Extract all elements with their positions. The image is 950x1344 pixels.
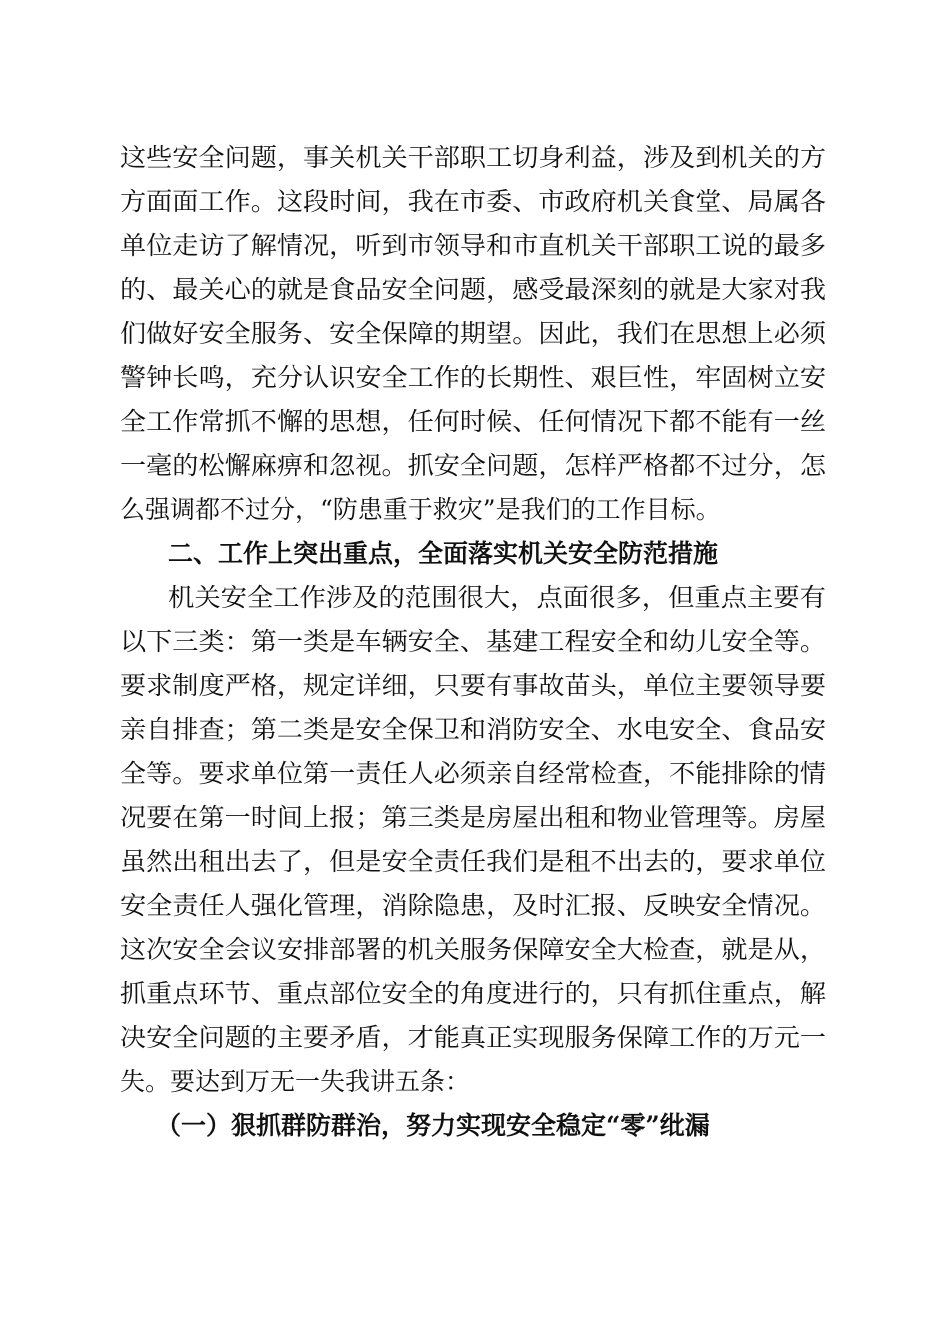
paragraph-line: 的、最关心的就是食品安全问题，感受最深刻的就是大家对我 [120,275,826,304]
paragraph-line: 方面面工作。这段时间，我在市委、市政府机关食堂、局属各 [120,187,826,216]
paragraph-line: 要求制度严格，规定详细，只要有事故苗头，单位主要领导要 [120,671,826,700]
paragraph-line: 况要在第一时间上报；第三类是房屋出租和物业管理等。房屋 [120,803,826,832]
paragraph-line: 失。要达到万无一失我讲五条： [120,1067,471,1096]
paragraph-line: 机关安全工作涉及的范围很大，点面很多，但重点主要有 [168,583,827,612]
paragraph-line: 抓重点环节、重点部位安全的角度进行的，只有抓住重点，解 [120,979,826,1008]
paragraph-line: 全工作常抓不懈的思想，任何时候、任何情况下都不能有一丝 [120,407,826,436]
paragraph-line: 么强调都不过分，“防患重于救灾”是我们的工作目标。 [120,495,721,524]
paragraph-line: 全等。要求单位第一责任人必须亲自经常检查，不能排除的情 [120,759,826,788]
paragraph-line: 单位走访了解情况，听到市领导和市直机关干部职工说的最多 [120,231,826,260]
paragraph-line: 一毫的松懈麻痹和忽视。抓安全问题，怎样严格都不过分，怎 [120,451,826,480]
subsection-heading: （一）狠抓群防群治，努力实现安全稳定“零”纰漏 [156,1111,710,1140]
paragraph-line: 虽然出租出去了，但是安全责任我们是租不出去的，要求单位 [120,847,826,876]
paragraph-line: 亲自排查；第二类是安全保卫和消防安全、水电安全、食品安 [120,715,826,744]
paragraph-line: 这些安全问题，事关机关干部职工切身利益，涉及到机关的方 [120,143,826,172]
paragraph-line: 决安全问题的主要矛盾，才能真正实现服务保障工作的万元一 [120,1023,826,1052]
paragraph-line: 警钟长鸣，充分认识安全工作的长期性、艰巨性，牢固树立安 [120,363,826,392]
section-heading: 二、工作上突出重点，全面落实机关安全防范措施 [168,539,719,568]
paragraph-line: 安全责任人强化管理，消除隐患，及时汇报、反映安全情况。 [120,891,826,920]
paragraph-line: 们做好安全服务、安全保障的期望。因此，我们在思想上必须 [120,319,826,348]
paragraph-line: 这次安全会议安排部署的机关服务保障安全大检查，就是从， [120,935,826,964]
paragraph-line: 以下三类：第一类是车辆安全、基建工程安全和幼儿安全等。 [120,627,826,656]
